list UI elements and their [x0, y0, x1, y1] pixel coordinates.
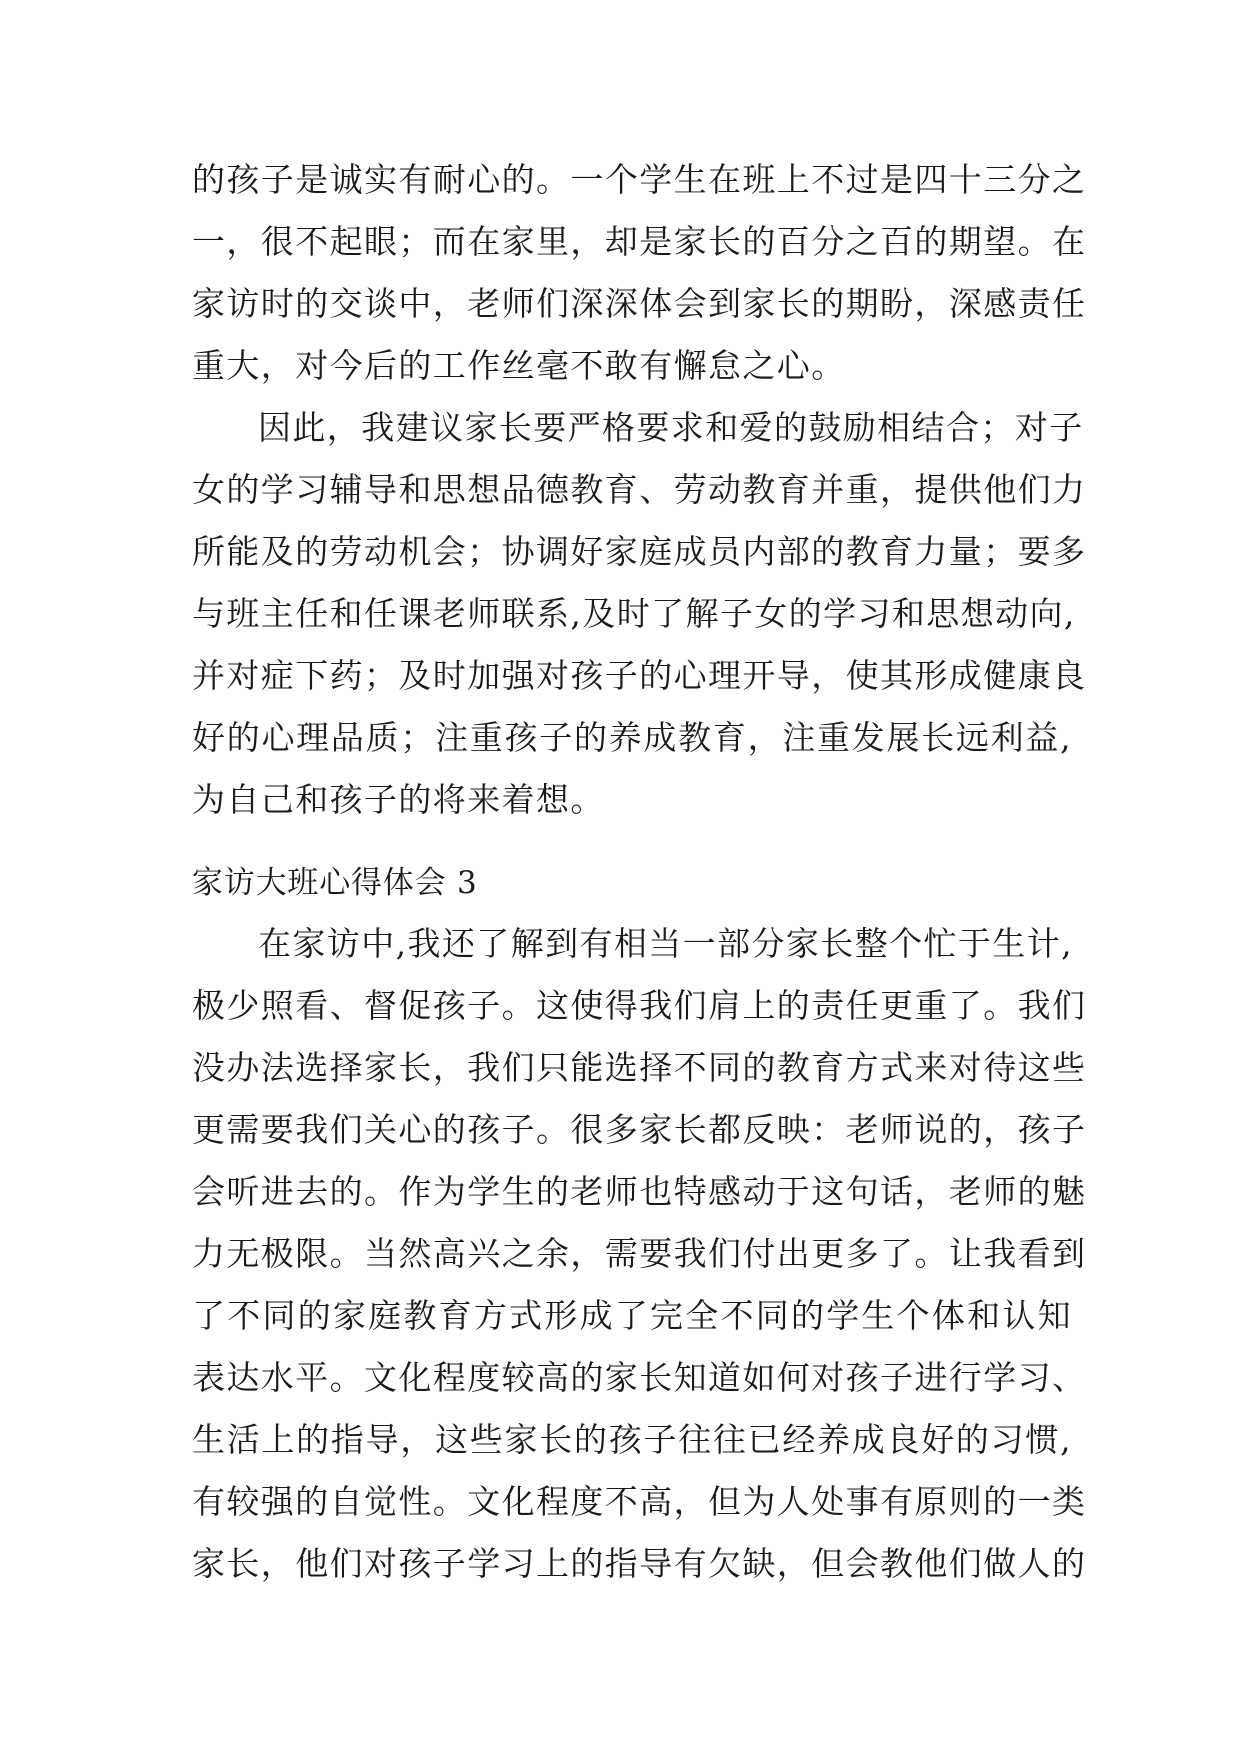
paragraph-1-line-1: 的孩子是诚实有耐心的。一个学生在班上不过是四十三分之	[192, 160, 1087, 199]
paragraph-3-line-6: 力无极限。当然高兴之余，需要我们付出更多了。让我看到	[192, 1234, 1087, 1273]
paragraph-2-line-4: 与班主任和任课老师联系,及时了解子女的学习和思想动向,	[192, 594, 1076, 633]
paragraph-2-line-7: 为自己和孩子的将来着想。	[192, 780, 605, 819]
paragraph-2-line-5: 并对症下药；及时加强对孩子的心理开导，使其形成健康良	[192, 656, 1087, 695]
paragraph-1-line-3: 家访时的交谈中，老师们深深体会到家长的期盼，深感责任	[192, 284, 1087, 323]
paragraph-3-line-8: 表达水平。文化程度较高的家长知道如何对孩子进行学习、	[192, 1358, 1087, 1397]
paragraph-2-line-2: 女的学习辅导和思想品德教育、劳动教育并重，提供他们力	[192, 470, 1087, 509]
paragraph-3-line-9: 生活上的指导，这些家长的孩子往往已经养成良好的习惯,	[192, 1420, 1072, 1459]
paragraph-2-line-3: 所能及的劳动机会；协调好家庭成员内部的教育力量；要多	[192, 532, 1087, 571]
paragraph-3-line-3: 没办法选择家长，我们只能选择不同的教育方式来对待这些	[192, 1048, 1087, 1087]
paragraph-2-line-6: 好的心理品质；注重孩子的养成教育，注重发展长远利益,	[192, 718, 1072, 757]
paragraph-3-line-11: 家长，他们对孩子学习上的指导有欠缺，但会教他们做人的	[192, 1544, 1087, 1583]
paragraph-3-line-1: 在家访中,我还了解到有相当一部分家长整个忙于生计,	[258, 924, 1073, 963]
paragraph-3-line-2: 极少照看、督促孩子。这使得我们肩上的责任更重了。我们	[192, 986, 1087, 1025]
section-heading: 家访大班心得体会 3	[192, 865, 478, 901]
paragraph-2-line-1: 因此，我建议家长要严格要求和爱的鼓励相结合；对子	[258, 408, 1084, 447]
paragraph-3-line-10: 有较强的自觉性。文化程度不高，但为人处事有原则的一类	[192, 1482, 1087, 1521]
paragraph-3-line-7: 了不同的家庭教育方式形成了完全不同的学生个体和认知	[192, 1296, 1072, 1335]
paragraph-1-line-2: 一，很不起眼；而在家里，却是家长的百分之百的期望。在	[192, 222, 1087, 261]
paragraph-1-line-4: 重大，对今后的工作丝毫不敢有懈怠之心。	[192, 346, 846, 385]
paragraph-3-line-5: 会听进去的。作为学生的老师也特感动于这句话，老师的魅	[192, 1172, 1087, 1211]
paragraph-3-line-4: 更需要我们关心的孩子。很多家长都反映：老师说的，孩子	[192, 1110, 1087, 1149]
